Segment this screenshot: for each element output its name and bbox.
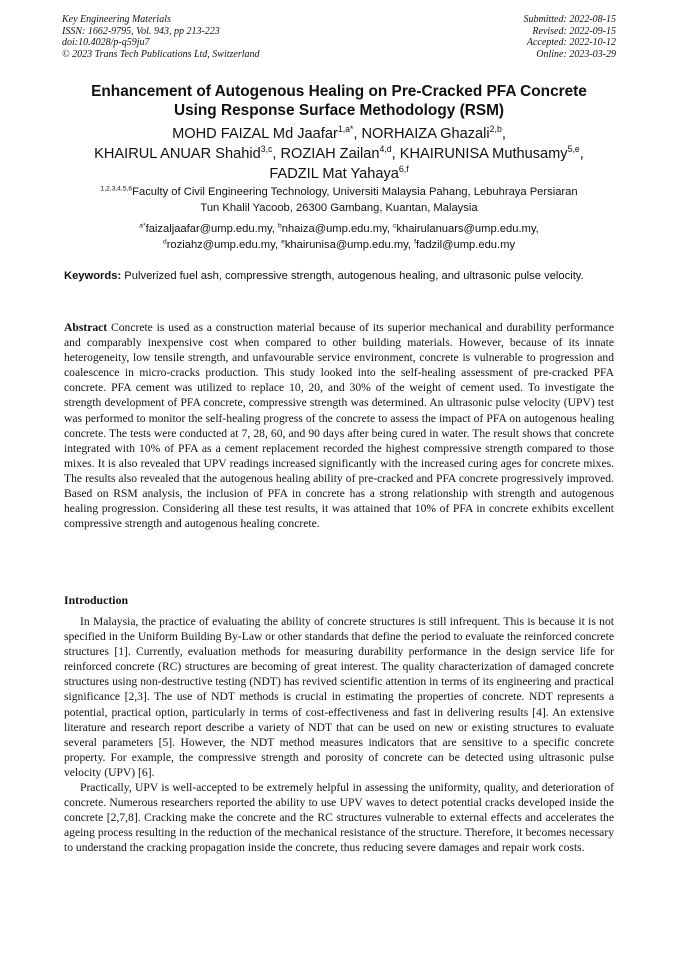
- journal-name: Key Engineering Materials: [62, 14, 171, 25]
- author-name: NORHAIZA Ghazali: [361, 126, 490, 142]
- paper-title: [62, 82, 616, 120]
- author-name: KHAIRUL ANUAR Shahid: [94, 146, 261, 162]
- email-separator: ,: [274, 238, 282, 251]
- publication-dates: [524, 14, 617, 60]
- affiliation-line-1: [62, 185, 616, 201]
- author-affiliation-mark: 4,d: [379, 144, 392, 155]
- email-link[interactable]: faizaljaafar@ump.edu.my: [145, 223, 272, 235]
- date-revised: Revised: 2022-09-15: [532, 25, 616, 37]
- title-line-2: Using Response Surface Methodology (RSM): [173, 102, 505, 119]
- email-mark: b: [278, 222, 282, 230]
- affiliation: [62, 185, 616, 216]
- abstract-text: Concrete is used as a construction material because of its superior mechanical and durability performance and comparably inexpensive cost when compared to other building materials. However, because of its innate heterogeneity, low tensile strength, and unfavourable service environment, concrete is vulnerable to progression and coalescence in micro-cracks production. This study looked into the self-healing assessment of pre-cracked PFA concrete. PFA cement was utilized to replace 10, 20, and 30% of the weight of cement used. To investigate the strength development of PFA concrete, compressive strength was determined. An ultrasonic pulse velocity (UPV) test was performed to monitor the self-healing progress of the concrete to assess the impact of PFA on autogenous healing concrete. The tests were conducted at 7, 28, 60, and 90 days after being cured in water. The result shows that concrete integrated with 10% of PFA as a cement replacement recorded the highest compressive strength compared to those mixes. It is also revealed that UPV readings increased significantly with the increased curing ages for concrete mixes. The results also revealed that the autogenous healing ability of pre-cracked and PFA concrete progressively improved. Based on RSM analysis, the inclusion of PFA in concrete has a strong relationship with strength and autogenous healing progression. Considering all these test results, it was attained that 10% of PFA in concrete exhibits excellent compressive strength and autogenous healing concrete.: [64, 321, 614, 531]
- email-separator: ,: [386, 223, 394, 235]
- affiliation-line-2: Tun Khalil Yacoob, 26300 Gambang, Kuantan, Malaysia: [200, 201, 478, 214]
- date-online: Online: 2023-03-29: [536, 48, 616, 60]
- author-line-3: [56, 164, 622, 184]
- email-mark: d: [162, 237, 167, 245]
- email-link[interactable]: khairulanuars@ump.edu.my,: [396, 223, 539, 235]
- author-separator: ,: [579, 146, 584, 162]
- author-line-1: [56, 124, 622, 144]
- page-header: [62, 14, 616, 60]
- author-affiliation-mark: 2,b: [489, 124, 502, 135]
- section-heading-introduction: Introduction: [64, 593, 129, 607]
- email-line-1: [62, 222, 616, 238]
- paragraph: Practically, UPV is well-accepted to be extremely helpful in assessing the uniformity, quality, and deterioration of concrete. Numerous researchers reported the ability to use UPV waves to detect potential cracks developed inside the concrete [2,7,8]. Cracking make the concrete and the RC structures vulnerable to external effects and accelerates the ageing process resulting in the reduction of the mechanical resistance of the structure. Therefore, it becomes necessary to understand the cracking propagation inside the concrete, thus reducing severe damages and repair work costs.: [64, 781, 614, 855]
- email-separator: ,: [271, 223, 278, 235]
- email-mark: c: [393, 222, 397, 230]
- email-line-2: [62, 238, 616, 254]
- author-affiliation-mark: 6,f: [398, 164, 409, 175]
- email-link[interactable]: fadzil@ump.edu.my: [416, 238, 516, 251]
- author-affiliation-mark: 3,c: [260, 144, 273, 155]
- author-emails: [62, 222, 616, 253]
- author-line-2: [56, 144, 622, 164]
- author-affiliation-mark: 5,e: [567, 144, 580, 155]
- author-list: [56, 124, 622, 184]
- introduction-body: [64, 614, 614, 856]
- journal-doi: doi:10.4028/p-q59ju7: [62, 37, 150, 49]
- date-accepted: Accepted: 2022-10-12: [526, 37, 616, 49]
- email-link[interactable]: nhaiza@ump.edu.my: [281, 223, 387, 235]
- email-link[interactable]: khairunisa@ump.edu.my: [284, 238, 408, 251]
- paragraph: In Malaysia, the practice of evaluating the ability of concrete structures is still infrequent. This is because it is not specified in the Uniform Building By-Law or other standards that define the period to evaluate the reinforced concrete structures [1]. Currently, evaluation methods for measuring durability performance in the design service life for reinforced concrete (RC) structures are becoming of great interest. The quality characterization of damaged concrete structures using non-destructive testing (NDT) has revived scientific attention in terms of its engineering and practical significance [2,3]. The use of NDT methods is crucial in estimating the properties of concrete. NDT represents a potential, practical option, particularly in terms of cost-effectiveness and fast in delivering results [4]. An extensive literature and research report describe a variety of NDT that can be used on new or existing structures to evaluate several parameters [5]. However, the NDT method measures indicators that are sensitive to a specific concrete property. For example, the compressive strength and porosity of concrete can be detected using ultrasonic pulse velocity (UPV) [6].: [64, 615, 614, 779]
- author-separator: ,: [391, 146, 400, 162]
- email-separator: ,: [407, 238, 415, 251]
- email-link[interactable]: roziahz@ump.edu.my: [166, 238, 275, 251]
- keywords-text: Pulverized fuel ash, compressive strength, autogenous healing, and ultrasonic pulse velocity.: [121, 270, 584, 282]
- affiliation-mark: 1,2,3,4,5,6: [100, 185, 133, 193]
- author-name: ROZIAH Zailan: [280, 146, 380, 162]
- journal-info: [62, 14, 260, 60]
- journal-copyright: © 2023 Trans Tech Publications Ltd, Switzerland: [62, 48, 260, 60]
- affiliation-text: Faculty of Civil Engineering Technology, Universiti Malaysia Pahang, Lebuhraya Persiaran: [132, 186, 578, 198]
- date-submitted: Submitted: 2022-08-15: [523, 14, 616, 25]
- abstract-label: Abstract: [64, 321, 108, 334]
- author-separator: ,: [272, 146, 281, 162]
- keywords-label: Keywords:: [64, 270, 122, 282]
- author-affiliation-mark: 1,a*: [337, 124, 354, 135]
- author-separator: ,: [501, 126, 506, 142]
- abstract: [64, 320, 614, 531]
- keywords: [64, 269, 614, 284]
- author-name: MOHD FAIZAL Md Jaafar: [172, 126, 338, 142]
- email-mark: e: [281, 237, 285, 245]
- author-name: KHAIRUNISA Muthusamy: [399, 146, 568, 162]
- journal-issn: ISSN: 1662-9795, Vol. 943, pp 213-223: [62, 25, 220, 37]
- title-line-1: Enhancement of Autogenous Healing on Pre-Cracked PFA Concrete: [91, 83, 587, 100]
- email-mark: f: [414, 237, 416, 245]
- email-mark: a*: [139, 222, 146, 230]
- author-separator: ,: [353, 126, 362, 142]
- author-name: FADZIL Mat Yahaya: [269, 166, 399, 182]
